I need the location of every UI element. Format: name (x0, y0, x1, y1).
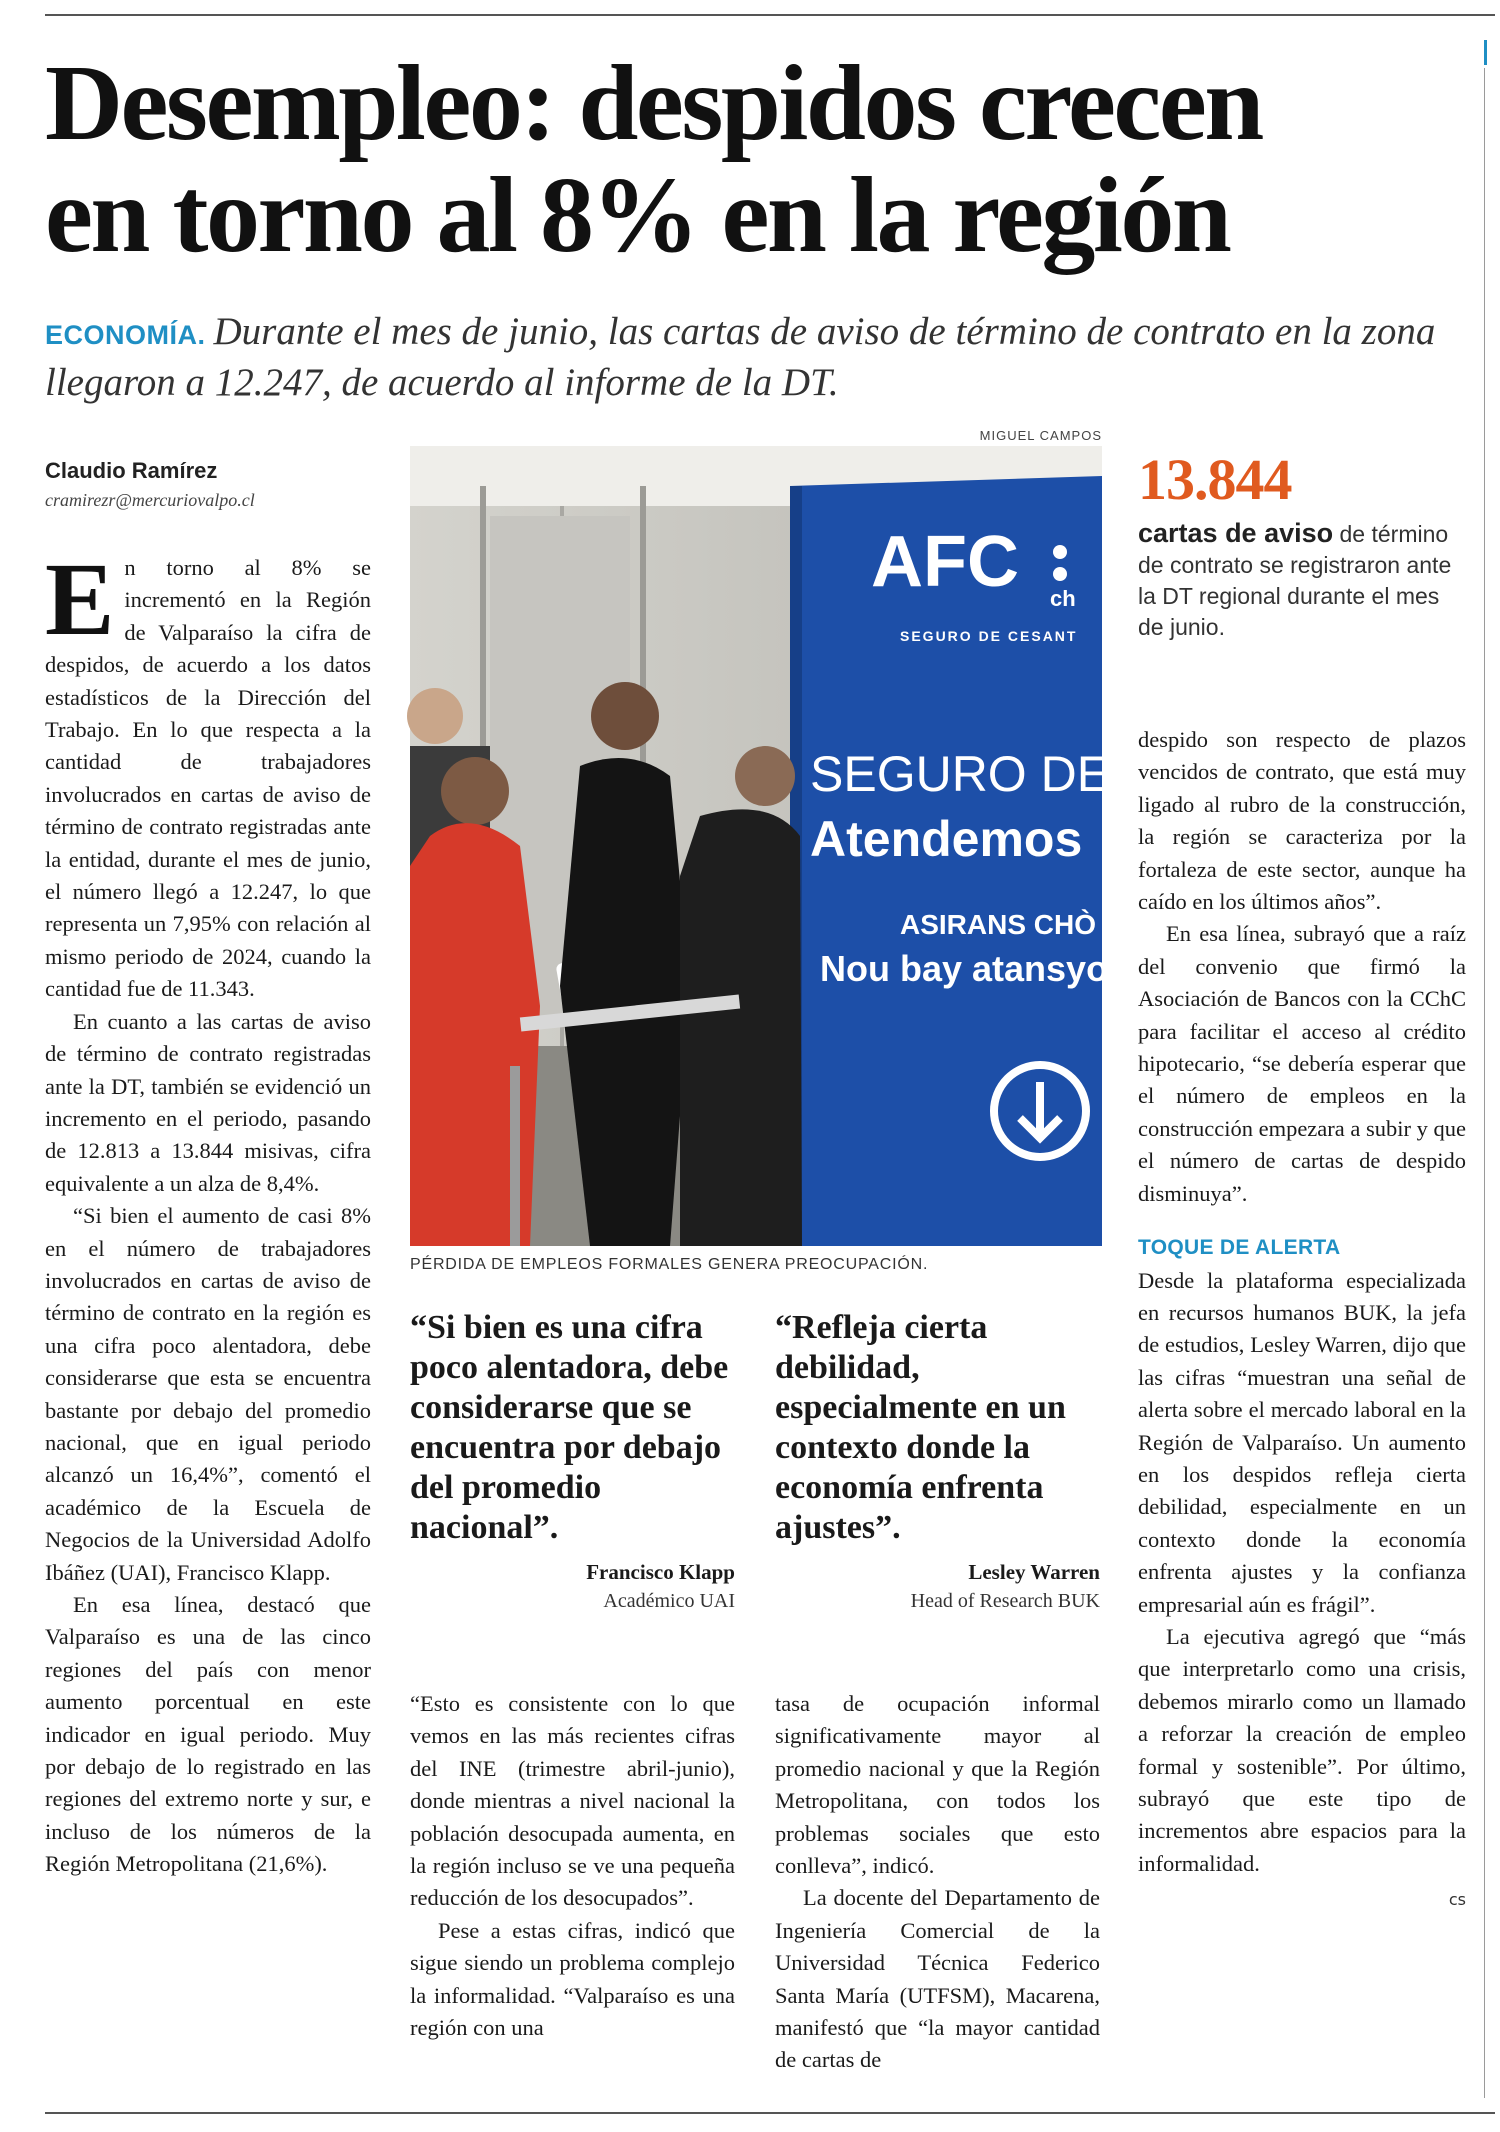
deck (45, 308, 1465, 407)
deck-text: Durante el mes de junio, las cartas de aviso de término de contrato en la zona llegaron a 12.247, de acuerdo al informe de la DT. (45, 310, 1436, 404)
col4-paragraph-2: En esa línea, subrayó que a raíz del convenio que firmó la Asociación de Bancos con la CChC para facilitar el acceso al crédito hipotecario, “se debería esperar que el número de empleos en la construcción empezara a subir y que el número de cartas de despido disminuya”. (1138, 921, 1466, 1206)
sign-line-3: ASIRANS CHÒ (900, 909, 1097, 940)
pull-quote-1: “Si bien es una cifra poco alentadora, debe considerarse que se encuentra por debajo del promedio nacional”. (410, 1309, 729, 1546)
col2-paragraph-1: “Esto es consistente con lo que vemos en las más recientes cifras del INE (trimestre abril-junio), donde mientras a nivel nacional la población desocupada aumenta, en la región incluso se ve una pequeña reducción de los desocupados”. (410, 1691, 735, 1911)
col1-paragraph-4: En esa línea, destacó que Valparaíso es una de las cinco regiones del país con menor aumento porcentual en este indicador en igual periodo. Muy por debajo de lo registrado en las regiones del extremo norte y sur, e incluso de los números de la Región Metropolitana (21,6%). (45, 1592, 371, 1877)
sign-subtitle: SEGURO DE CESANT (900, 628, 1078, 644)
highlight-text (1138, 518, 1468, 643)
photo-caption: PÉRDIDA DE EMPLEOS FORMALES GENERA PREOCUPACIÓN. (410, 1256, 929, 1273)
sign-line-1: SEGURO DE CE (810, 746, 1194, 802)
news-photo (410, 446, 1194, 1246)
highlight-bold: cartas de aviso (1138, 518, 1334, 548)
author-name: Claudio Ramírez (45, 458, 218, 483)
col1-paragraph-1: n torno al 8% se incrementó en la Región de Valparaíso la cifra de despidos, de acuerdo a los datos estadísticos de la Dirección del Trabajo. En lo que respecta a la cantidad de trabajadores involucrados en cartas de aviso de término de contrato registradas ante la entidad, durante el mes de junio, el número llegó a 12.247, lo que representa un 7,95% con relación al mismo periodo de 2024, cuando la cantidad fue de 11.343. (45, 555, 371, 1002)
headline (45, 44, 1445, 275)
col4-paragraph-3: Desde la plataforma especializada en recursos humanos BUK, la jefa de estudios, Lesley Warren, dijo que las cifras “muestran una señal de alerta sobre el mercado laboral en la Región de Valparaíso. Un aumento en los despidos refleja cierta debilidad, especialmente en un contexto donde la economía enfrenta ajustes y la confianza empresarial aún es frágil”. (1138, 1267, 1466, 1617)
pull-quote-2: “Refleja cierta debilidad, especialmente en un contexto donde la economía enfrenta ajustes”. (775, 1309, 1066, 1546)
end-mark: cs (1448, 1890, 1466, 1910)
col4-paragraph-4: La ejecutiva agregó que “más que interpretarlo como una crisis, debemos mirarlo como un llamado a reforzar la creación de empleo formal y sostenible”. Por último, subrayó que este tipo de incrementos abre espacios para la informalidad. (1138, 1623, 1466, 1876)
section-label: ECONOMÍA. (45, 320, 206, 350)
right-column-rule (1484, 68, 1485, 2098)
right-accent-rule (1484, 40, 1487, 65)
highlight-number: 13.844 (1138, 447, 1292, 512)
col1-paragraph-2: En cuanto a las cartas de aviso de término de contrato registradas ante la DT, también se evidenció un incremento en el periodo, pasando de 12.813 a 13.844 misivas, cifra equivalente a un alza de 8,4%. (45, 1008, 371, 1196)
drop-cap: E (45, 542, 115, 657)
photo-illustration (410, 446, 1194, 1246)
col4-paragraph-1: despido son respecto de plazos vencidos de contrato, que está muy ligado al rubro de la construcción, la región se caracteriza por la fortaleza de este sector, aunque ha caído en los últimos años”. (1138, 727, 1466, 915)
quote-1-role: Académico UAI (603, 1590, 735, 1612)
highlight-body: de término de contrato se registraron ante la DT regional durante el mes de junio. (1138, 521, 1452, 640)
sign-line-2: Atendemos (810, 811, 1083, 867)
sign-line-4: Nou bay atansyo (820, 948, 1109, 989)
bottom-rule (45, 2112, 1495, 2114)
quote-1-name: Francisco Klapp (586, 1560, 735, 1584)
body-column-4 (1138, 724, 1466, 1917)
top-rule (45, 14, 1495, 16)
col1-paragraph-3: “Si bien el aumento de casi 8% en el número de trabajadores involucrados en cartas de aviso de término de contrato en la región es una cifra poco alentadora, debe considerarse que esta se encuentra bastante por debajo del promedio nacional, que en igual periodo alcanzó un 16,4%”, comentó el académico de la Escuela de Negocios de la Universidad Adolfo Ibáñez (UAI), Francisco Klapp. (45, 1203, 371, 1585)
photo-credit: MIGUEL CAMPOS (979, 428, 1102, 443)
col2-paragraph-2: Pese a estas cifras, indicó que sigue siendo un problema complejo la informalidad. “Valparaíso es una región con una (410, 1917, 735, 2041)
headline-line-1: Desempleo: despidos crecen (45, 44, 1262, 163)
byline (45, 458, 355, 511)
quote-2-name: Lesley Warren (968, 1560, 1100, 1584)
col3-paragraph-2: La docente del Departamento de Ingeniería Comercial de la Universidad Técnica Federico Santa María (UTFSM), Macarena, manifestó que “la mayor cantidad de cartas de (775, 1885, 1100, 2073)
headline-line-2: en torno al 8% en la región (45, 156, 1230, 275)
body-column-2 (410, 1688, 735, 2044)
body-column-1 (45, 542, 371, 2097)
subhead: TOQUE DE ALERTA (1138, 1236, 1341, 1260)
author-email: cramirezr@mercuriovalpo.cl (45, 490, 255, 510)
body-column-3 (775, 1688, 1100, 2077)
sign-logo: AFC (871, 522, 1019, 602)
sign-logo-small: ch (1050, 586, 1076, 611)
col3-paragraph-1: tasa de ocupación informal significativamente mayor al promedio nacional y que la Región Metropolitana, con todos los problemas sociales que esto conlleva”, indicó. (775, 1691, 1100, 1879)
quote-2-role: Head of Research BUK (910, 1590, 1100, 1612)
people-queue (407, 682, 802, 1246)
